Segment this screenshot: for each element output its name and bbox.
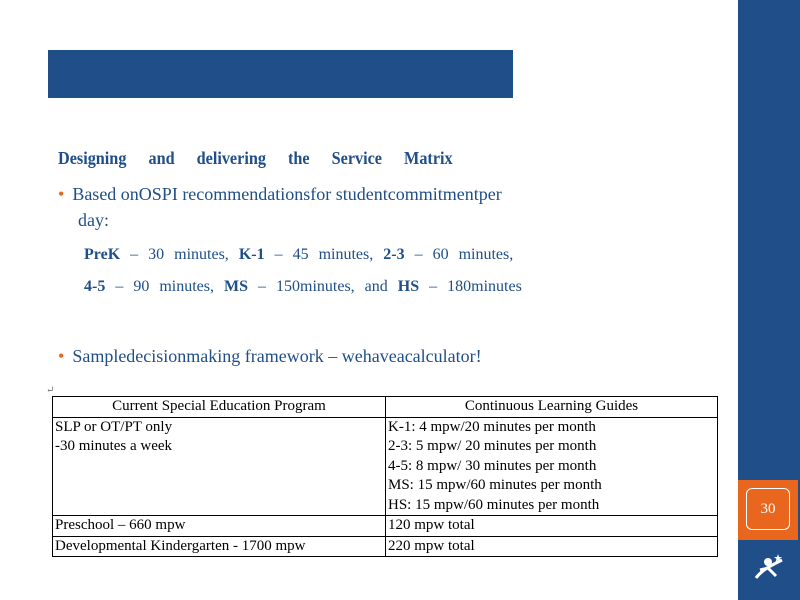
cell-line: -30 minutes a week [55,438,173,454]
table-header: Current Special Education Program [53,397,386,418]
bullet-dot-icon: • [58,346,65,366]
service-matrix-table [52,396,718,557]
grade-label: K-1 [238,246,265,263]
table-row [53,417,718,516]
grade-label: MS [224,278,248,295]
cell-line: K-1: 4 mpw/20 minutes per month [388,418,596,435]
table-cell: 220 mpw total [386,536,718,557]
paragraph-mark-icon: ↵ [46,385,55,396]
table-cell [53,417,386,516]
cell-line: HS: 15 mpw/60 minutes per month [388,496,600,513]
table-header: Continuous Learning Guides [386,397,718,418]
cell-line: 2-3: 5 mpw/ 20 minutes per month [388,438,597,454]
grade-label: 4-5 [84,278,106,295]
table-header-row [53,397,718,418]
minutes-line-2 [84,278,522,296]
slide-heading: Designing and delivering the Service Matrix [58,148,453,168]
page-number-box [738,480,798,540]
cell-line: 4-5: 8 mpw/ 30 minutes per month [388,457,597,474]
grade-minutes: – 45 minutes, [274,246,374,263]
bullet-osp-recommendations [58,184,502,205]
bullet-continuation: day: [78,210,109,230]
grade-minutes: – 30 minutes, [130,246,229,263]
table-row [53,536,718,557]
star-figure-logo-icon [748,548,788,588]
bullet-text: Sampledecisionmaking framework – wehaveacalculator! [72,346,482,366]
and-text: and [364,278,388,295]
grade-minutes: – 150minutes, [258,278,355,295]
table-row [53,516,718,537]
table-cell: Developmental Kindergarten - 1700 mpw [53,536,386,557]
grade-minutes: – 180minutes [429,278,522,295]
grade-label: HS [397,278,420,295]
grade-minutes: – 90 minutes, [115,278,214,295]
table-cell [386,417,718,516]
grade-label: 2-3 [383,246,405,263]
cell-line: MS: 15 mpw/60 minutes per month [388,477,602,493]
page-number: 30 [746,488,790,530]
bullet-decision-framework [58,346,482,367]
cell-line: SLP or OT/PT only [55,418,173,435]
table-cell: Preschool – 660 mpw [53,516,386,537]
minutes-line-1 [84,246,513,264]
table-cell: 120 mpw total [386,516,718,537]
grade-label: PreK [84,246,121,263]
grade-minutes: – 60 minutes, [414,246,514,263]
bullet-dot-icon: • [58,184,65,204]
title-bar [48,50,513,98]
bullet-text: Based onOSPI recommendationsfor studentcommitmentper [72,184,502,204]
